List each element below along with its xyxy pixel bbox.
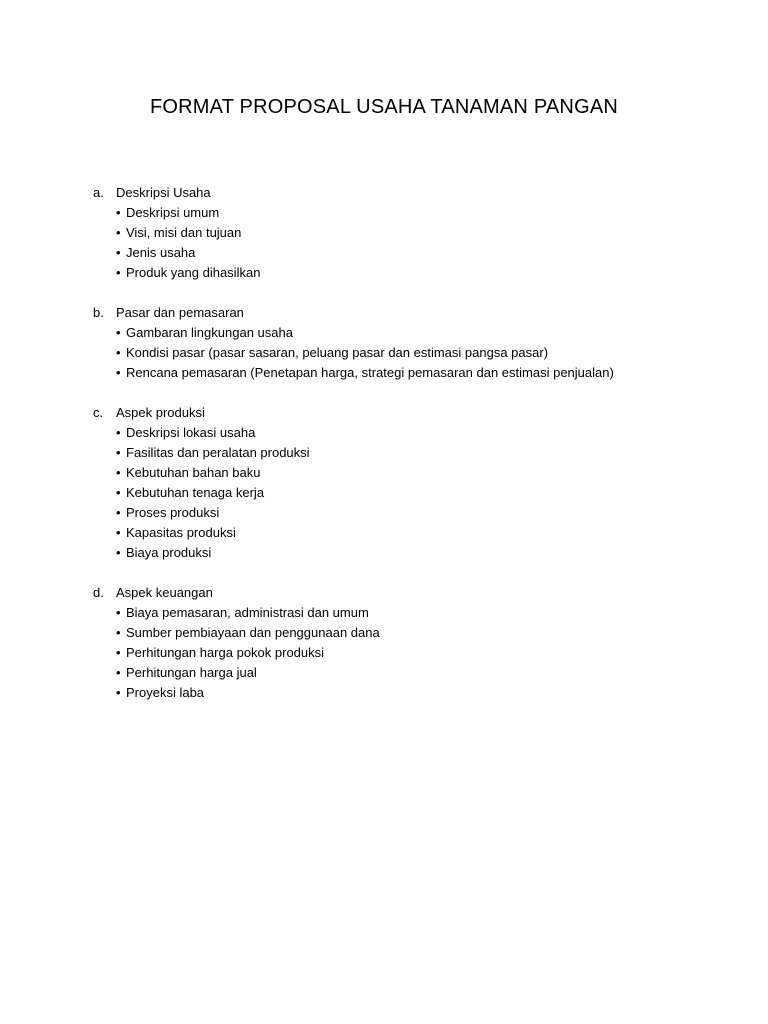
list-item	[116, 463, 733, 483]
list-item-text: Gambaran lingkungan usaha	[126, 325, 293, 340]
bullet-icon: •	[116, 465, 121, 480]
list-item-text: Biaya produksi	[126, 545, 212, 560]
bullet-icon: •	[116, 445, 121, 460]
list-item-text: Deskripsi lokasi usaha	[126, 425, 256, 440]
bullet-icon: •	[116, 205, 121, 220]
section-aspek-keuangan	[93, 583, 733, 703]
list-item-text: Kebutuhan tenaga kerja	[126, 485, 265, 500]
section-deskripsi-usaha	[93, 183, 733, 283]
section-letter: a.	[93, 185, 104, 200]
list-item-text: Deskripsi umum	[126, 205, 220, 220]
list-item-text: Proses produksi	[126, 505, 220, 520]
bullet-icon: •	[116, 225, 121, 240]
bullet-icon: •	[116, 645, 121, 660]
list-item	[116, 323, 733, 343]
list-item	[116, 683, 733, 703]
list-item-text: Perhitungan harga pokok produksi	[126, 645, 325, 660]
item-list	[93, 423, 733, 563]
bullet-icon: •	[116, 605, 121, 620]
section-letter: d.	[93, 585, 104, 600]
section-header	[93, 583, 733, 603]
list-item-text: Kapasitas produksi	[126, 525, 236, 540]
section-header	[93, 303, 733, 323]
list-item-text: Sumber pembiayaan dan penggunaan dana	[126, 625, 380, 640]
bullet-icon: •	[116, 245, 121, 260]
document-title: FORMAT PROPOSAL USAHA TANAMAN PANGAN	[149, 96, 619, 118]
list-item-text: Rencana pemasaran (Penetapan harga, strategi pemasaran dan estimasi penjualan)	[126, 365, 614, 380]
list-item	[116, 483, 733, 503]
list-item	[116, 263, 733, 283]
list-item-text: Perhitungan harga jual	[126, 665, 257, 680]
bullet-icon: •	[116, 505, 121, 520]
list-item-text: Kebutuhan bahan baku	[126, 465, 261, 480]
list-item	[116, 223, 733, 243]
list-item-text: Fasilitas dan peralatan produksi	[126, 445, 310, 460]
bullet-icon: •	[116, 685, 121, 700]
bullet-icon: •	[116, 545, 121, 560]
bullet-icon: •	[116, 325, 121, 340]
list-item	[116, 243, 733, 263]
list-item	[116, 643, 733, 663]
bullet-icon: •	[116, 665, 121, 680]
list-item	[116, 623, 733, 643]
bullet-icon: •	[116, 265, 121, 280]
list-item-text: Proyeksi laba	[126, 685, 205, 700]
item-list	[93, 323, 733, 383]
section-header	[93, 403, 733, 423]
list-item	[116, 603, 733, 623]
list-item-text: Produk yang dihasilkan	[126, 265, 261, 280]
list-item-text: Visi, misi dan tujuan	[126, 225, 242, 240]
section-letter: b.	[93, 305, 104, 320]
bullet-icon: •	[116, 485, 121, 500]
bullet-icon: •	[116, 365, 121, 380]
list-item-text: Kondisi pasar (pasar sasaran, peluang pasar dan estimasi pangsa pasar)	[126, 345, 549, 360]
list-item	[116, 443, 733, 463]
item-list	[93, 603, 733, 703]
list-item	[116, 543, 733, 563]
list-item	[116, 203, 733, 223]
item-list	[93, 203, 733, 283]
section-heading: Deskripsi Usaha	[116, 185, 211, 200]
bullet-icon: •	[116, 625, 121, 640]
list-item	[116, 663, 733, 683]
list-item-text: Jenis usaha	[126, 245, 196, 260]
bullet-icon: •	[116, 525, 121, 540]
list-item	[116, 363, 733, 383]
bullet-icon: •	[116, 425, 121, 440]
list-item	[116, 523, 733, 543]
section-letter: c.	[93, 405, 104, 420]
section-heading: Pasar dan pemasaran	[116, 305, 244, 320]
section-heading: Aspek keuangan	[116, 585, 213, 600]
list-item	[116, 423, 733, 443]
bullet-icon: •	[116, 345, 121, 360]
list-item-text: Biaya pemasaran, administrasi dan umum	[126, 605, 369, 620]
section-heading: Aspek produksi	[116, 405, 205, 420]
list-item	[116, 343, 733, 363]
section-header	[93, 183, 733, 203]
list-item	[116, 503, 733, 523]
section-aspek-produksi	[93, 403, 733, 563]
section-pasar-dan-pemasaran	[93, 303, 733, 383]
